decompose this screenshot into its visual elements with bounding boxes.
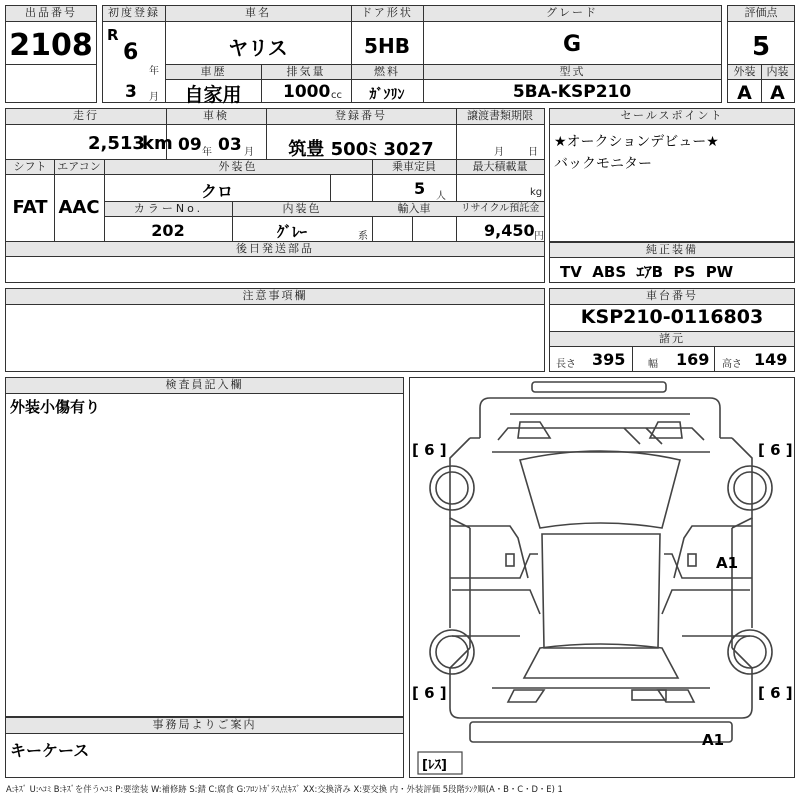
shift-label: シフト	[6, 160, 54, 175]
history-label: 車歴	[166, 65, 261, 80]
notes-box	[5, 288, 545, 372]
equipment-label: 純正装備	[550, 243, 794, 258]
length-label: 長さ	[556, 359, 576, 370]
era: R	[107, 26, 119, 44]
lot-number: 2108	[9, 28, 93, 63]
color-no: 202	[151, 221, 185, 240]
max-load-label: 最大積載量	[456, 160, 544, 175]
car-diagram	[409, 377, 795, 778]
height-label: 高さ	[722, 359, 742, 370]
month-unit: 月	[149, 92, 159, 103]
chassis-box	[549, 288, 795, 372]
inspection-label: 車検	[166, 109, 266, 125]
int-color: ｸﾞﾚｰ	[276, 223, 307, 241]
chassis-number: KSP210-0116803	[580, 306, 764, 328]
import-label: 輸入車	[372, 202, 456, 217]
insp-year-unit: 年	[202, 147, 212, 158]
lesu-label: [ﾚｽ]	[422, 758, 447, 773]
score-box	[727, 5, 795, 103]
int-label: 内装	[761, 65, 794, 80]
office-text: キーケース	[10, 741, 90, 760]
legend: A:ｷｽﾞ U:ﾍｺﾐ B:ｷｽﾞを伴うﾍｺﾐ P:要塗装 W:補修跡 S:錆 C:腐食 G:ﾌﾛﾝﾄｶﾞﾗｽ点ｷｽﾞ XX:交換済み X:要交換 内・外装評価 5段階ﾗﾝｸ順(A・B・C・D・E) 1	[6, 784, 563, 794]
width-label: 幅	[648, 359, 658, 370]
tire-rl-label: [ 6 ]	[412, 684, 447, 702]
insp-month-unit: 月	[244, 147, 254, 158]
dims-label: 諸元	[550, 332, 794, 347]
notes-label: 注意事項欄	[6, 289, 544, 305]
height: 149	[754, 350, 788, 369]
transfer-day-unit: 日	[528, 147, 538, 158]
fuel: ｶﾞｿﾘﾝ	[369, 87, 405, 103]
ac-label: エアコン	[54, 160, 104, 175]
equipment-box	[549, 242, 795, 283]
mileage-label: 走行	[6, 109, 166, 125]
inspector-label: 検査員記入欄	[6, 378, 403, 394]
transfer-label: 譲渡書類期限	[456, 109, 544, 125]
insp-year: 09	[178, 135, 202, 155]
lot-box	[5, 5, 97, 103]
ext-color: クロ	[200, 182, 233, 201]
car-name-label: 車名	[165, 6, 351, 22]
sales-line-2: バックモニター	[554, 156, 652, 172]
office-box	[5, 717, 404, 778]
history: 自家用	[184, 84, 242, 106]
later-parts-label: 後日発送部品	[6, 242, 544, 257]
model-code: 5BA-KSP210	[512, 82, 632, 102]
insp-month: 03	[218, 135, 242, 155]
damage-mark-right-door: A1	[716, 554, 739, 572]
reg-month: 3	[125, 82, 137, 102]
plate: 筑豊 500ﾐ 3027	[288, 139, 434, 160]
recycle-unit: 円	[534, 231, 544, 242]
plate-label: 登録番号	[266, 109, 456, 125]
shift: FAT	[12, 197, 48, 218]
int-grade: A	[770, 82, 785, 104]
displacement: 1000	[283, 82, 331, 102]
office-label: 事務局よりご案内	[6, 718, 403, 734]
grade-label: グレード	[423, 6, 721, 22]
capacity-label: 乗車定員	[372, 160, 456, 175]
ext-label: 外装	[728, 65, 761, 80]
car-diagram-svg	[410, 378, 794, 777]
score-label: 評価点	[728, 6, 794, 22]
vehicle-info-box	[102, 5, 722, 106]
door-type: 5HB	[364, 34, 410, 58]
ext-grade: A	[737, 82, 752, 104]
equipment-items: TV ABS ｴｱB PS PW	[560, 263, 734, 281]
max-load-unit: kg	[530, 187, 543, 198]
sales-points-box	[549, 108, 795, 242]
tire-rr-label: [ 6 ]	[758, 684, 793, 702]
first-reg-label: 初度登録	[103, 6, 165, 22]
door-label: ドア形状	[351, 6, 423, 22]
transfer-month-unit: 月	[494, 147, 504, 158]
sales-label: セールスポイント	[550, 109, 794, 125]
chassis-label: 車台番号	[550, 289, 794, 305]
grade: G	[562, 32, 582, 57]
capacity: 5	[414, 179, 426, 198]
detail-box	[5, 108, 545, 283]
reg-year: 6	[123, 40, 139, 65]
int-color-label: 内装色	[232, 202, 372, 217]
fuel-label: 燃料	[351, 65, 423, 80]
ext-color-label: 外装色	[104, 160, 372, 175]
recycle-label: リサイクル預託金	[456, 202, 544, 217]
mileage-unit: km	[142, 133, 173, 154]
width: 169	[676, 350, 710, 369]
displacement-unit: cc	[331, 90, 342, 101]
model-label: 型式	[424, 65, 721, 80]
int-color-unit: 系	[358, 231, 368, 242]
ac: AAC	[58, 197, 100, 218]
car-name: ヤリス	[228, 36, 288, 60]
capacity-unit: 人	[436, 191, 446, 202]
sales-line-1: ★オークションデビュー★	[554, 134, 719, 150]
length: 395	[592, 350, 626, 369]
inspector-box	[5, 377, 404, 717]
damage-mark-rear: A1	[702, 731, 725, 749]
recycle: 9,450	[484, 221, 535, 240]
mileage: 2,513	[88, 133, 145, 154]
year-unit: 年	[149, 66, 159, 77]
color-no-label: カラーNo.	[105, 202, 232, 217]
score: 5	[751, 32, 771, 62]
tire-fl-label: [ 6 ]	[412, 441, 447, 459]
tire-fr-label: [ 6 ]	[758, 441, 793, 459]
lot-label: 出品番号	[6, 6, 96, 22]
displacement-label: 排気量	[261, 65, 351, 80]
inspector-text: 外装小傷有り	[10, 398, 101, 416]
